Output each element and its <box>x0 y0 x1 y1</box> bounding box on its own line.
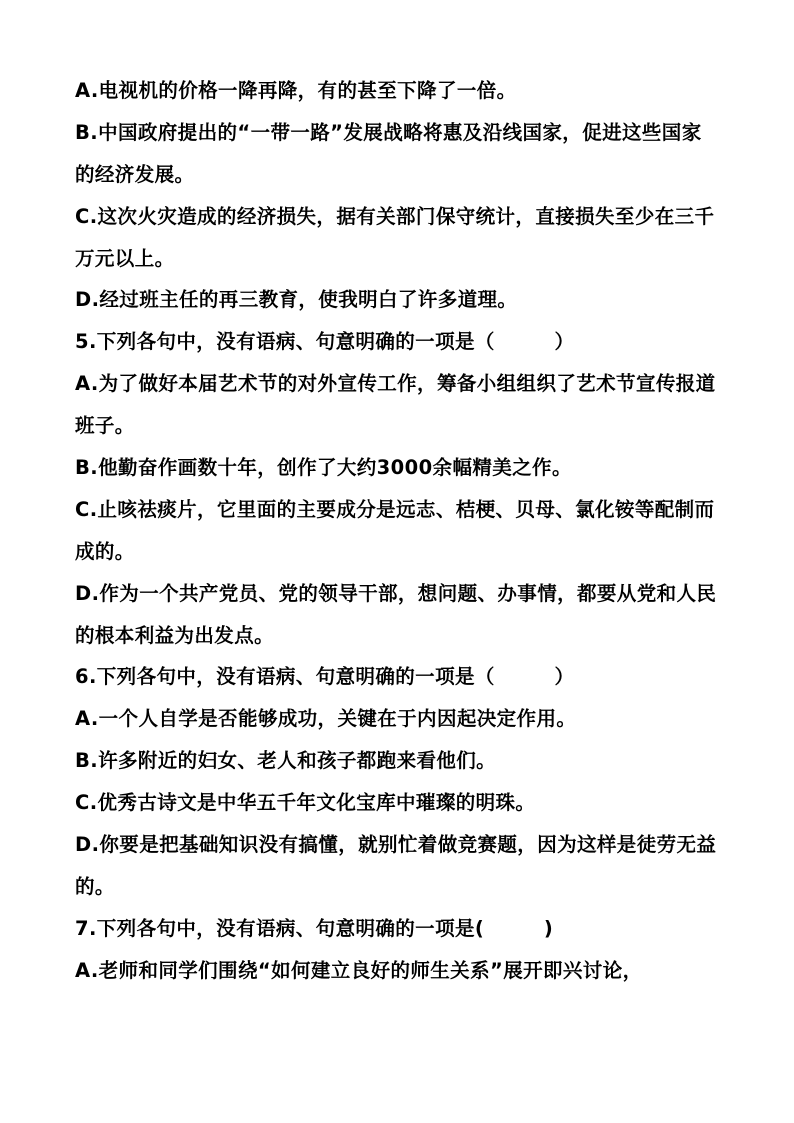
text-line: A.老师和同学们围绕“如何建立良好的师生关系”展开即兴讨论， <box>75 958 643 982</box>
text-line: A.为了做好本届艺术节的对外宣传工作，筹备小组组织了艺术节宣传报道 <box>75 372 716 396</box>
text-line: D.经过班主任的再三教育，使我明白了许多道理。 <box>75 288 518 312</box>
text-line: A.电视机的价格一降再降，有的甚至下降了一倍。 <box>75 79 517 102</box>
text-line: B.许多附近的妇女、老人和孩子都跑来看他们。 <box>75 749 497 773</box>
text-line: 的根本利益为出发点。 <box>75 623 275 647</box>
document-body <box>75 70 735 992</box>
text-line: 成的。 <box>75 539 135 563</box>
text-line: B.他勤奋作画数十年，创作了大约3000余幅精美之作。 <box>75 456 572 480</box>
question-heading: 7.下列各句中，没有语病、句意明确的一项是( ) <box>75 916 554 940</box>
text-line: 的经济发展。 <box>75 162 195 186</box>
question-heading: 6.下列各句中，没有语病、句意明确的一项是（ ） <box>75 665 575 689</box>
text-line: 的。 <box>75 874 115 898</box>
text-line: B.中国政府提出的“一带一路”发展战略将惠及沿线国家，促进这些国家 <box>75 120 702 144</box>
question-heading: 5.下列各句中，没有语病、句意明确的一项是（ ） <box>75 330 575 354</box>
text-line: A.一个人自学是否能够成功，关键在于内因起决定作用。 <box>75 707 577 731</box>
text-line: D.作为一个共产党员、党的领导干部，想问题、办事情，都要从党和人民 <box>75 581 717 605</box>
text-line: C.这次火灾造成的经济损失，据有关部门保守统计，直接损失至少在三千 <box>75 204 715 228</box>
text-line: 万元以上。 <box>75 246 175 270</box>
text-line: C.优秀古诗文是中华五千年文化宝库中璀璨的明珠。 <box>75 791 536 815</box>
text-line: 班子。 <box>75 414 135 438</box>
text-line: C.止咳祛痰片，它里面的主要成分是远志、桔梗、贝母、氯化铵等配制而 <box>75 497 715 521</box>
text-line: D.你要是把基础知识没有搞懂，就别忙着做竞赛题，因为这样是徒劳无益 <box>75 833 717 857</box>
